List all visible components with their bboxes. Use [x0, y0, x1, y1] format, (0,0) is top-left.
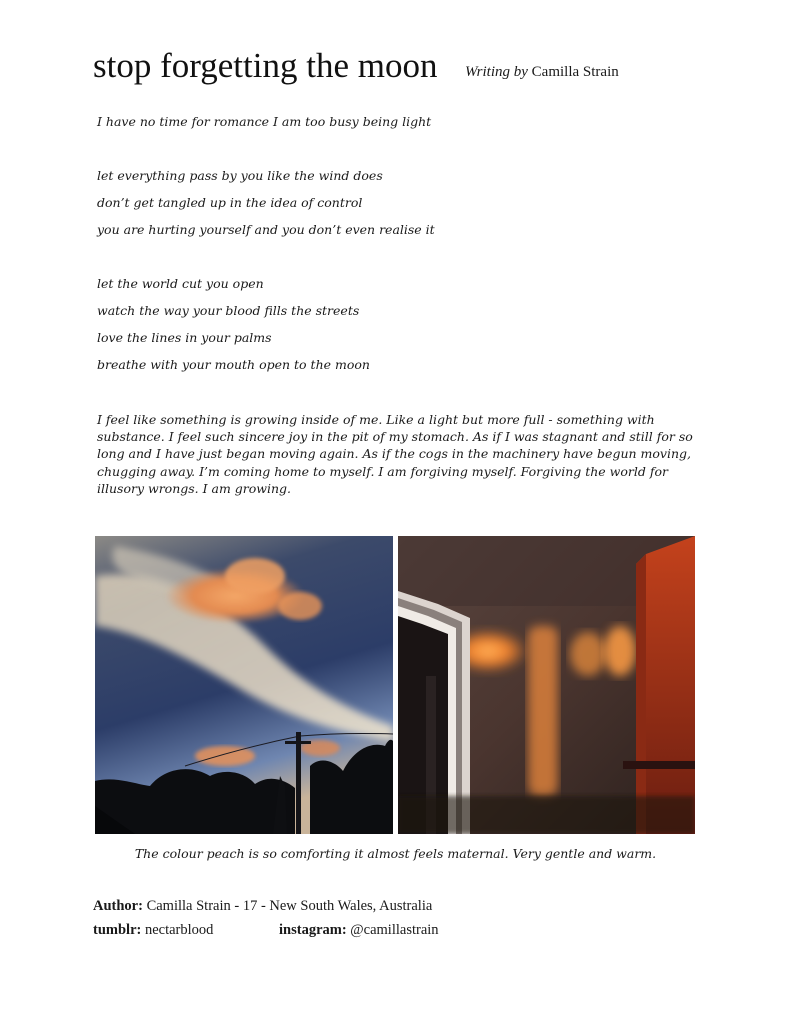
poem-stanza [97, 112, 717, 139]
sunset-sky-photo [95, 536, 393, 834]
poem-stanza [97, 166, 717, 247]
author-label: Author: [93, 898, 143, 914]
instagram-line [279, 920, 439, 940]
tumblr-label: tumblr: [93, 922, 142, 938]
tumblr-handle: nectarblood [144, 922, 214, 938]
window-light-image [398, 536, 695, 834]
sunset-sky-image [95, 536, 393, 834]
instagram-label: instagram: [279, 922, 347, 938]
byline-label: Writing by [465, 64, 528, 80]
page-title: stop forgetting the moon [93, 46, 438, 85]
instagram-handle: @camillastrain [350, 922, 439, 938]
poem-line: I have no time for romance I am too busy being light [97, 114, 432, 129]
poem [97, 112, 717, 409]
poem-line: let the world cut you open [97, 276, 264, 291]
poem-line: let everything pass by you like the wind does [97, 168, 383, 183]
byline-author: Camilla Strain [531, 64, 619, 80]
author-line [93, 896, 432, 916]
byline [465, 62, 619, 82]
poem-line: watch the way your blood fills the streets [97, 303, 360, 318]
tumblr-line [93, 920, 213, 940]
poem-line: love the lines in your palms [97, 330, 272, 345]
photo-caption: The colour peach is so comforting it almost feels maternal. Very gentle and warm. [134, 846, 657, 861]
poem-line: breathe with your mouth open to the moon [97, 357, 370, 372]
poem-line: don’t get tangled up in the idea of control [97, 195, 363, 210]
author-value: Camilla Strain - 17 - New South Wales, Australia [146, 898, 433, 914]
prose-paragraph: I feel like something is growing inside of me. Like a light but more full - something with substance. I feel such sincere joy in the pit of my stomach. As if I was stagnant and still for so long and I have just began moving again. As if the cogs in the machinery have begun moving, chugging away. I’m coming home to myself. I am forgiving myself. Forgiving the world for illusory wrongs. I am growing. [97, 412, 693, 496]
poem-stanza [97, 274, 717, 382]
window-light-photo [398, 536, 695, 834]
poem-line: you are hurting yourself and you don’t even realise it [97, 222, 435, 237]
